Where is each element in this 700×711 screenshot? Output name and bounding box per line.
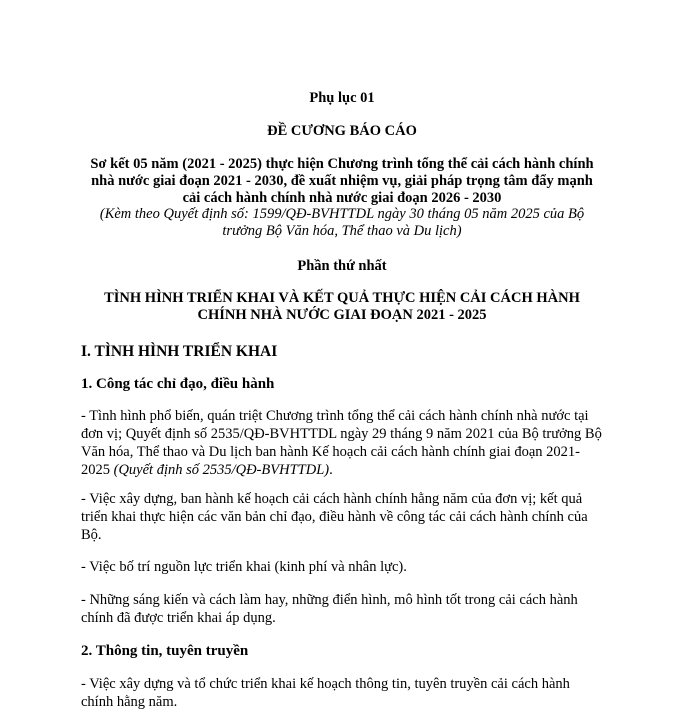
- paragraph-line: - Việc bố trí nguồn lực triển khai (kinh phí và nhân lực).: [81, 559, 407, 575]
- paragraph-line: triển khai thực hiện các văn bản chỉ đạo, điều hành về công tác cải cách hành chính của: [81, 509, 588, 525]
- outline-title: ĐỀ CƯƠNG BÁO CÁO: [267, 123, 417, 139]
- paragraph: [81, 558, 603, 576]
- paragraph: [81, 591, 603, 627]
- paragraph-line: - Việc xây dựng và tổ chức triển khai kế hoạch thông tin, tuyên truyền cải cách hành: [81, 676, 570, 692]
- paragraph: [81, 675, 603, 711]
- summary-line: cải cách hành chính nhà nước giai đoạn 2026 - 2030: [182, 190, 502, 206]
- paragraph-line: - Việc xây dựng, ban hành kế hoạch cải cách hành chính hằng năm của đơn vị; kết quả: [81, 491, 583, 507]
- section-heading: I. TÌNH HÌNH TRIỂN KHAI: [81, 343, 278, 360]
- subsection-heading: 1. Công tác chỉ đạo, điều hành: [81, 376, 275, 392]
- paragraph-line: chính hằng năm.: [81, 694, 178, 710]
- paragraph-line: [81, 461, 603, 479]
- subsection-heading: 2. Thông tin, tuyên truyền: [81, 643, 249, 659]
- part-heading-line: CHÍNH NHÀ NƯỚC GIAI ĐOẠN 2021 - 2025: [197, 307, 487, 323]
- part-heading-line: TÌNH HÌNH TRIỂN KHAI VÀ KẾT QUẢ THỰC HIỆN CẢI CÁCH HÀNH: [104, 290, 580, 306]
- paragraph-italic-text: (Quyết định số 2535/QĐ-BVHTTDL): [113, 462, 330, 478]
- paragraph-text: 2025: [81, 462, 114, 478]
- paragraph: [81, 490, 603, 544]
- part-heading: [81, 290, 603, 324]
- paragraph-line: - Tình hình phổ biến, quán triệt Chương trình tổng thể cải cách hành chính nhà nước tại: [81, 408, 589, 424]
- paragraph-line: Văn hóa, Thể thao và Du lịch ban hành Kế hoạch cải cách hành chính giai đoạn 2021-: [81, 444, 581, 460]
- paragraph-line: đơn vị; Quyết định số 2535/QĐ-BVHTTDL ngày 29 tháng 9 năm 2021 của Bộ trưởng Bộ: [81, 426, 602, 442]
- paragraph-line: Bộ.: [81, 527, 102, 543]
- paragraph: [81, 407, 603, 479]
- summary-title: [81, 156, 603, 207]
- decision-note-line: trưởng Bộ Văn hóa, Thể thao và Du lịch): [222, 223, 462, 239]
- appendix-label: Phụ lục 01: [309, 90, 375, 106]
- paragraph-line: - Những sáng kiến và cách làm hay, những điển hình, mô hình tốt trong cải cách hành: [81, 592, 578, 608]
- paragraph-line: chính đã được triển khai áp dụng.: [81, 610, 276, 626]
- decision-note-line: (Kèm theo Quyết định số: 1599/QĐ-BVHTTDL ngày 30 tháng 05 năm 2025 của Bộ: [99, 206, 585, 222]
- summary-line: nhà nước giai đoạn 2021 - 2030, đề xuất nhiệm vụ, giải pháp trọng tâm đẩy mạnh: [91, 173, 593, 189]
- decision-note: [81, 206, 603, 240]
- part-title: Phần thứ nhất: [297, 258, 387, 274]
- summary-line: Sơ kết 05 năm (2021 - 2025) thực hiện Chương trình tổng thể cải cách hành chính: [90, 156, 594, 172]
- paragraph-text: .: [329, 462, 333, 478]
